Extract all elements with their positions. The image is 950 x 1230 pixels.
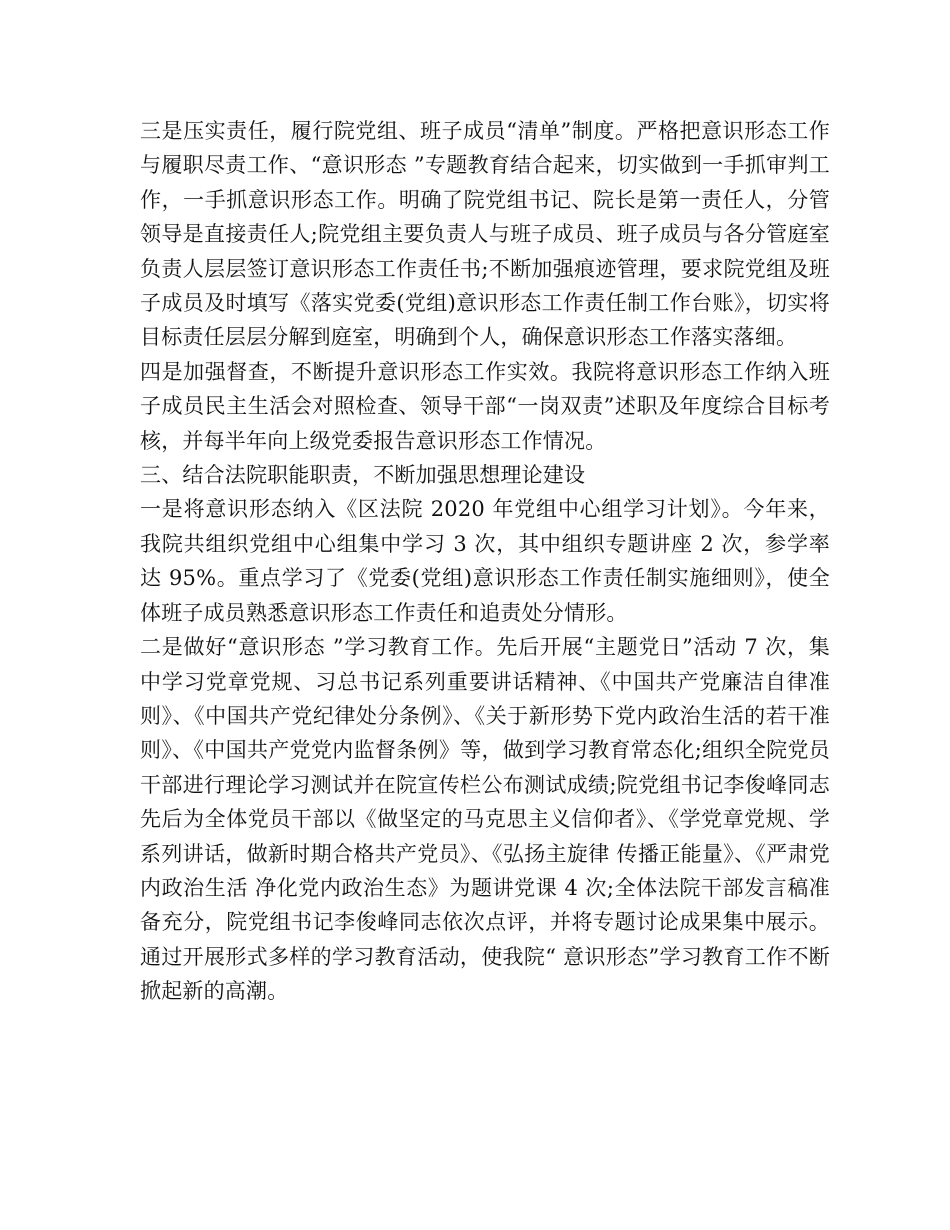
paragraph-supervision: 四是加强督查，不断提升意识形态工作实效。我院将意识形态工作纳入班子成员民主生活会对照检查、领导干部“一岗双责”述职及年度综合目标考核，并每半年向上级党委报告意识形态工作情况。 (140, 359, 830, 453)
document-body (140, 114, 830, 1009)
paragraph-responsibility: 三是压实责任，履行院党组、班子成员“清单”制度。严格把意识形态工作与履职尽责工作、“意识形态 ”专题教育结合起来，切实做到一手抓审判工作，一手抓意识形态工作。明确了院党组书记、院长是第一责任人，分管领导是直接责任人;院党组主要负责人与班子成员、班子成员与各分管庭室负责人层层签订意识形态工作责任书;不断加强痕迹管理，要求院党组及班子成员及时填写《落实党委(党组)意识形态工作责任制工作台账》，切实将目标责任层层分解到庭室，明确到个人，确保意识形态工作落实落细。 (140, 119, 830, 350)
paragraph-study-plan: 一是将意识形态纳入《区法院 2020 年党组中心组学习计划》。今年来，我院共组织党组中心组集中学习 3 次，其中组织专题讲座 2 次，参学率达 95%。重点学习了《党委(党组)意识形态工作责任制实施细则》，使全体班子成员熟悉意识形态工作责任和追责处分情形。 (140, 497, 830, 625)
paragraph-education: 二是做好“意识形态 ”学习教育工作。先后开展“主题党日”活动 7 次，集中学习党章党规、习总书记系列重要讲话精神、《中国共产党廉洁自律准则》、《中国共产党纪律处分条例》、《关于新形势下党内政治生活的若干准则》、《中国共产党党内监督条例》等，做到学习教育常态化;组织全院党员干部进行理论学习测试并在院宣传栏公布测试成绩;院党组书记李俊峰同志先后为全体党员干部以《做坚定的马克思主义信仰者》、《学党章党规、学系列讲话，做新时期合格共产党员》、《弘扬主旋律 传播正能量》、《严肃党内政治生活 净化党内政治生态》为题讲党课 4 次;全体法院干部发言稿准备充分，院党组书记李俊峰同志依次点评，并将专题讨论成果集中展示。通过开展形式多样的学习教育活动，使我院“ 意识形态”学习教育工作不断掀起新的高潮。 (140, 635, 830, 1004)
section-heading-theory: 三、结合法院职能职责，不断加强思想理论建设 (140, 463, 586, 488)
